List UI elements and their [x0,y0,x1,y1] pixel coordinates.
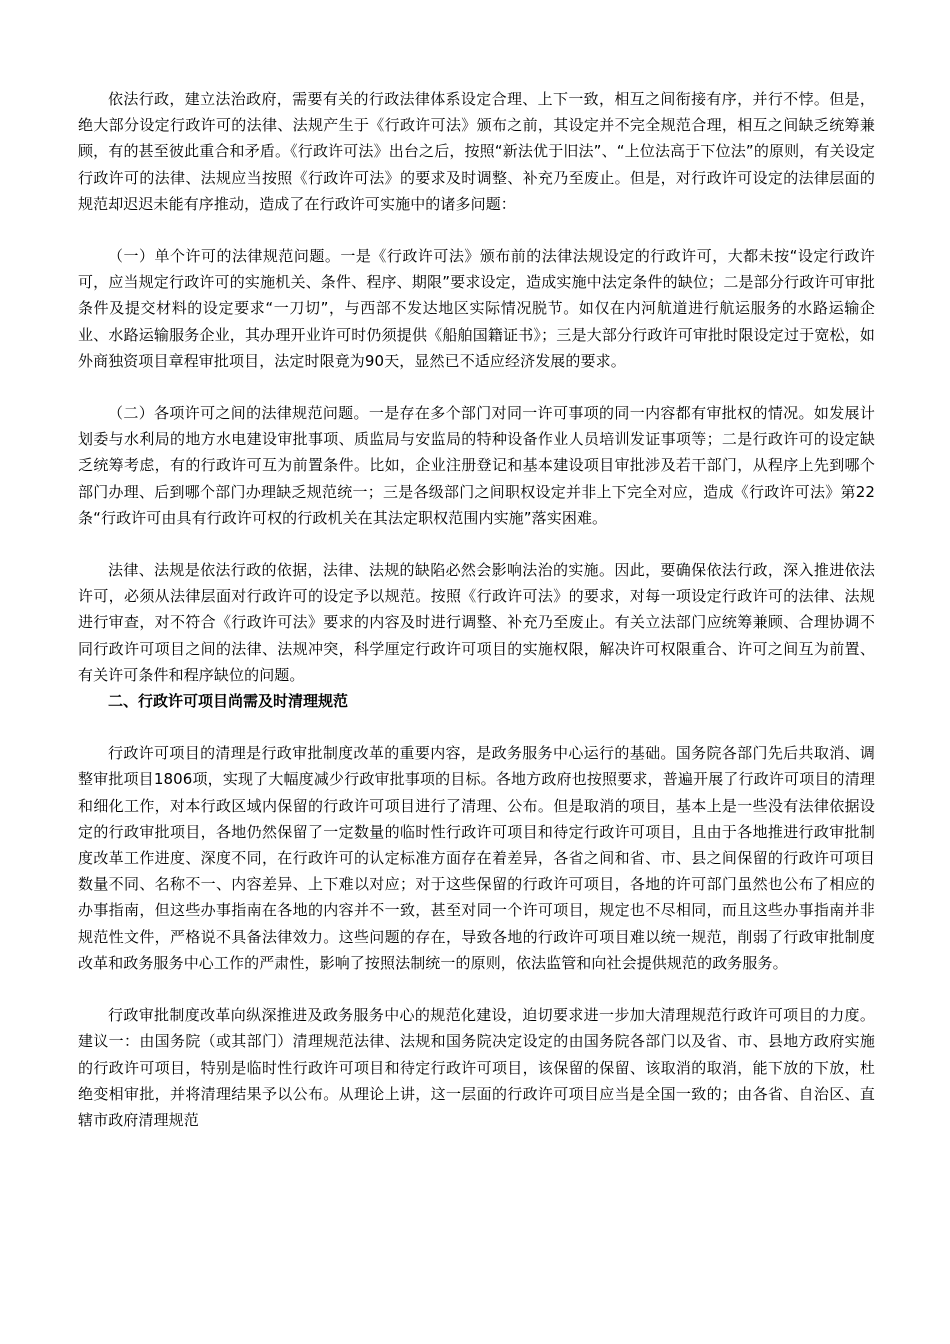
document-page [78,86,875,1133]
paragraph-single-permit-issues: （一）单个许可的法律规范问题。一是《行政许可法》颁布前的法律法规设定的行政许可，大都未按“设定行政许可，应当规定行政许可的实施机关、条件、程序、期限”要求设定，造成实施中法定条件的缺位；二是部分行政许可审批条件及提交材料的设定要求“一刀切”，与西部不发达地区实际情况脱节。如仅在内河航道进行航运服务的水路运输企业、水路运输服务企业，其办理开业许可时仍须提供《船舶国籍证书》；三是大部分行政许可审批时限设定过于宽松，如外商独资项目章程审批项目，法定时限竟为90天，显然已不适应经济发展的要求。 [78,247,875,370]
paragraph-project-cleanup: 行政许可项目的清理是行政审批制度改革的重要内容，是政务服务中心运行的基础。国务院各部门先后共取消、调整审批项目1806项，实现了大幅度减少行政审批事项的目标。各地方政府也按照要求，普遍开展了行政许可项目的清理和细化工作，对本行政区域内保留的行政许可项目进行了清理、公布。但是取消的项目，基本上是一些没有法律依据设定的行政审批项目，各地仍然保留了一定数量的临时性行政许可项目和待定行政许可项目，且由于各地推进行政审批制度改革工作进度、深度不同，在行政许可的认定标准方面存在着差异，各省之间和省、市、县之间保留的行政许可项目数量不同、名称不一、内容差异、上下难以对应；对于这些保留的行政许可项目，各地的许可部门虽然也公布了相应的办事指南，但这些办事指南在各地的内容并不一致，甚至对同一个许可项目，规定也不尽相同，而且这些办事指南并非规范性文件，严格说不具备法律效力。这些问题的存在，导致各地的行政许可项目难以统一规范，削弱了行政审批制度改革和政务服务中心工作的严肃性，影响了按照法制统一的原则，依法监管和向社会提供规范的政务服务。 [78,744,875,972]
paragraph-intro: 依法行政，建立法治政府，需要有关的行政法律体系设定合理、上下一致，相互之间衔接有序，并行不悖。但是，绝大部分设定行政许可的法律、法规产生于《行政许可法》颁布之前，其设定并不完全规范合理，相互之间缺乏统筹兼顾，有的甚至彼此重合和矛盾。《行政许可法》出台之后，按照“新法优于旧法”、“上位法高于下位法”的原则，有关设定行政许可的法律、法规应当按照《行政许可法》的要求及时调整、补充乃至废止。但是，对行政许可设定的法律层面的规范却迟迟未能有序推动，造成了在行政许可实施中的诸多问题： [78,90,875,213]
paragraph-recommendation: 行政审批制度改革向纵深推进及政务服务中心的规范化建设，迫切要求进一步加大清理规范行政许可项目的力度。建议一：由国务院（或其部门）清理规范法律、法规和国务院决定设定的由国务院各部门以及省、市、县地方政府实施的行政许可项目，特别是临时性行政许可项目和待定行政许可项目，该保留的保留、该取消的取消，能下放的下放，杜绝变相审批，并将清理结果予以公布。从理论上讲，这一层面的行政许可项目应当是全国一致的；由各省、自治区、直辖市政府清理规范 [78,1006,875,1129]
paragraph-legal-basis: 法律、法规是依法行政的依据，法律、法规的缺陷必然会影响法治的实施。因此，要确保依法行政，深入推进依法许可，必须从法律层面对行政许可的设定予以规范。按照《行政许可法》的要求，对每一项设定行政许可的法律、法规进行审查，对不符合《行政许可法》要求的内容及时进行调整、补充乃至废止。有关立法部门应统筹兼顾、合理协调不同行政许可项目之间的法律、法规冲突，科学厘定行政许可项目的实施权限，解决许可权限重合、许可之间互为前置、有关许可条件和程序缺位的问题。 [78,561,875,684]
paragraph-between-permits-issues: （二）各项许可之间的法律规范问题。一是存在多个部门对同一许可事项的同一内容都有审批权的情况。如发展计划委与水利局的地方水电建设审批事项、质监局与安监局的特种设备作业人员培训发证事项等；二是行政许可的设定缺乏统筹考虑，有的行政许可互为前置条件。比如，企业注册登记和基本建设项目审批涉及若干部门，从程序上先到哪个部门办理、后到哪个部门办理缺乏规范统一；三是各级部门之间职权设定并非上下完全对应，造成《行政许可法》第22条“行政许可由具有行政许可权的行政机关在其法定职权范围内实施”落实困难。 [78,404,875,527]
section-heading: 二、行政许可项目尚需及时清理规范 [108,692,349,711]
